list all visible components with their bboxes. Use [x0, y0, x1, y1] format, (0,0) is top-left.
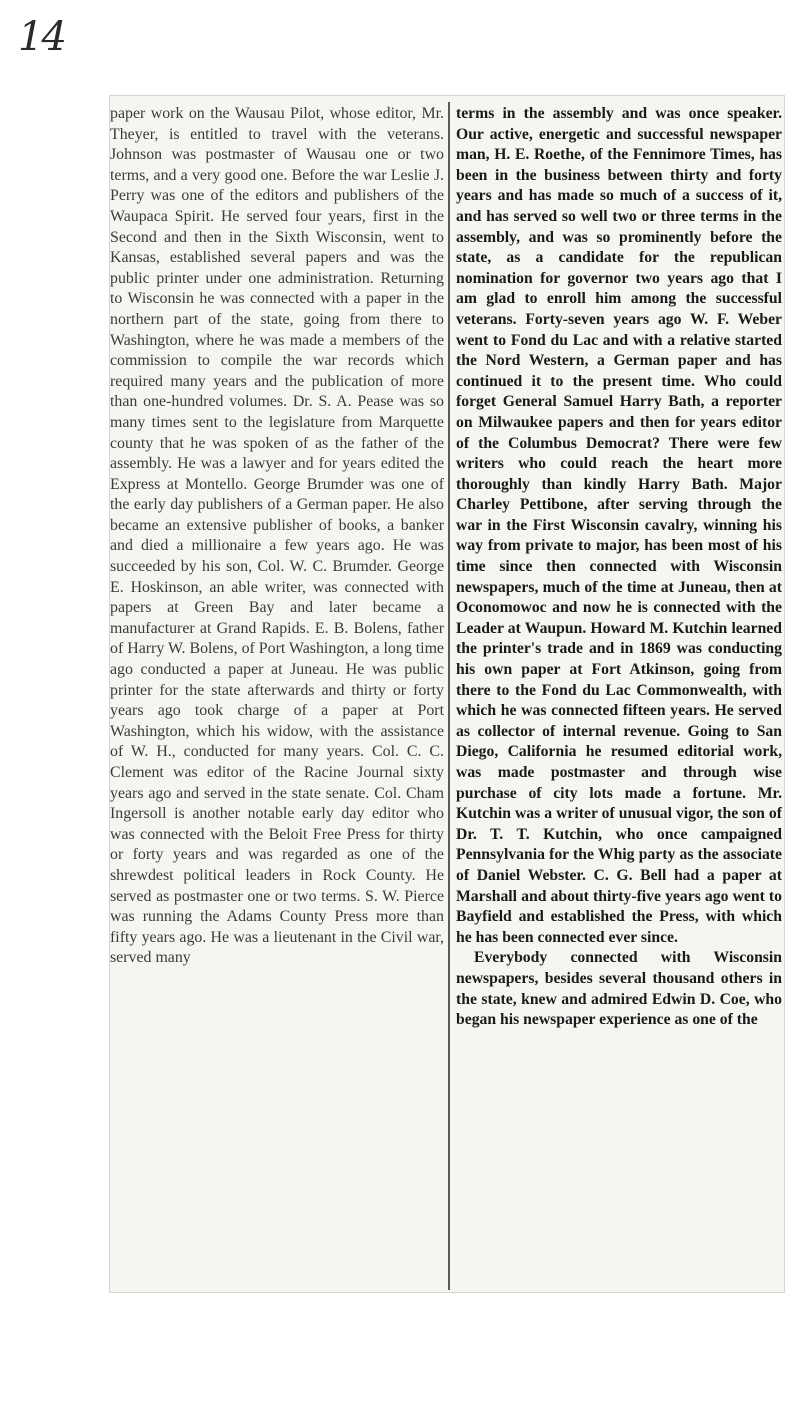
right-column	[456, 104, 782, 1288]
page-number: 14	[18, 14, 65, 60]
column-divider	[448, 102, 450, 1290]
right-column-paragraph-2: Everybody connected with Wisconsin newspapers, besides several thousand others in the state, knew and admired Edwin D. Coe, who began his newspaper experience as one of the	[456, 949, 782, 1029]
right-column-paragraph-1: terms in the assembly and was once speaker. Our active, energetic and successful newspaper man, H. E. Roethe, of the Fennimore Times, has been in the business between thirty and forty years and has made so much of a success of it, and has served so well two or three terms in the assembly, and was so prominently before the state, as a candidate for the republican nomination for governor two years ago that I am glad to enroll him among the successful veterans. Forty-seven years ago W. F. Weber went to Fond du Lac and with a relative started the Nord Western, a German paper and has continued it to the present time. Who could forget General Samuel Harry Bath, a reporter on Milwaukee papers and then for years editor of the Columbus Democrat? There were few writers who could reach the heart more thoroughly than kindly Harry Bath. Major Charley Pettibone, after serving through the war in the First Wisconsin cavalry, winning his way from private to major, has been most of his time since then connected with Wisconsin newspapers, much of the time at Juneau, then at Oconomowoc and now he is connected with the Leader at Waupun. Howard M. Kutchin learned the printer's trade and in 1869 was conducting his own paper at Fort Atkinson, going from there to the Fond du Lac Commonwealth, with which he was connected fifteen years. He served as collector of internal revenue. Going to San Diego, California he resumed editorial work, was made postmaster and through wise purchase of city lots made a fortune. Mr. Kutchin was a writer of unusual vigor, the son of Dr. T. T. Kutchin, who once campaigned Pennsylvania for the Whig party as the associate of Daniel Webster. C. G. Bell had a paper at Marshall and about thirty-five years ago went to Bayfield and established the Press, with which he has been connected ever since.	[456, 105, 782, 946]
left-column	[110, 104, 444, 1288]
left-column-paragraph: paper work on the Wausau Pilot, whose editor, Mr. Theyer, is entitled to travel with the veterans. Johnson was postmaster of Wausau one or two terms, and a very good one. Before the war Leslie J. Perry was one of the editors and publishers of the Waupaca Spirit. He served four years, first in the Second and then in the Sixth Wisconsin, went to Kansas, established several papers and was the public printer under one administration. Returning to Wisconsin he was connected with a paper in the northern part of the state, going from there to Washington, where he was made a members of the commission to compile the war records which required many years and the publication of more than one-hundred volumes. Dr. S. A. Pease was so many times sent to the legislature from Marquette county that he was spoken of as the father of the assembly. He was a lawyer and for years edited the Express at Montello. George Brumder was one of the early day publishers of a German paper. He also became an extensive publisher of books, a banker and died a millionaire a few years ago. He was succeeded by his son, Col. W. C. Brumder. George E. Hoskinson, an able writer, was connected with papers at Green Bay and later became a manufacturer at Grand Rapids. E. B. Bolens, father of Harry W. Bolens, of Port Washington, a long time ago conducted a paper at Juneau. He was public printer for the state afterwards and thirty or forty years ago took charge of a paper at Port Washington, which his widow, with the assistance of W. H., conducted for many years. Col. C. C. Clement was editor of the Racine Journal sixty years ago and served in the state senate. Col. Cham Ingersoll is another notable early day editor who was connected with the Beloit Free Press for thirty or forty years and was regarded as one of the shrewdest political leaders in Rock County. He served as postmaster one or two terms. S. W. Pierce was running the Adams County Press more than fifty years ago. He was a lieutenant in the Civil war, served many	[110, 105, 444, 967]
newspaper-clipping	[110, 96, 784, 1292]
